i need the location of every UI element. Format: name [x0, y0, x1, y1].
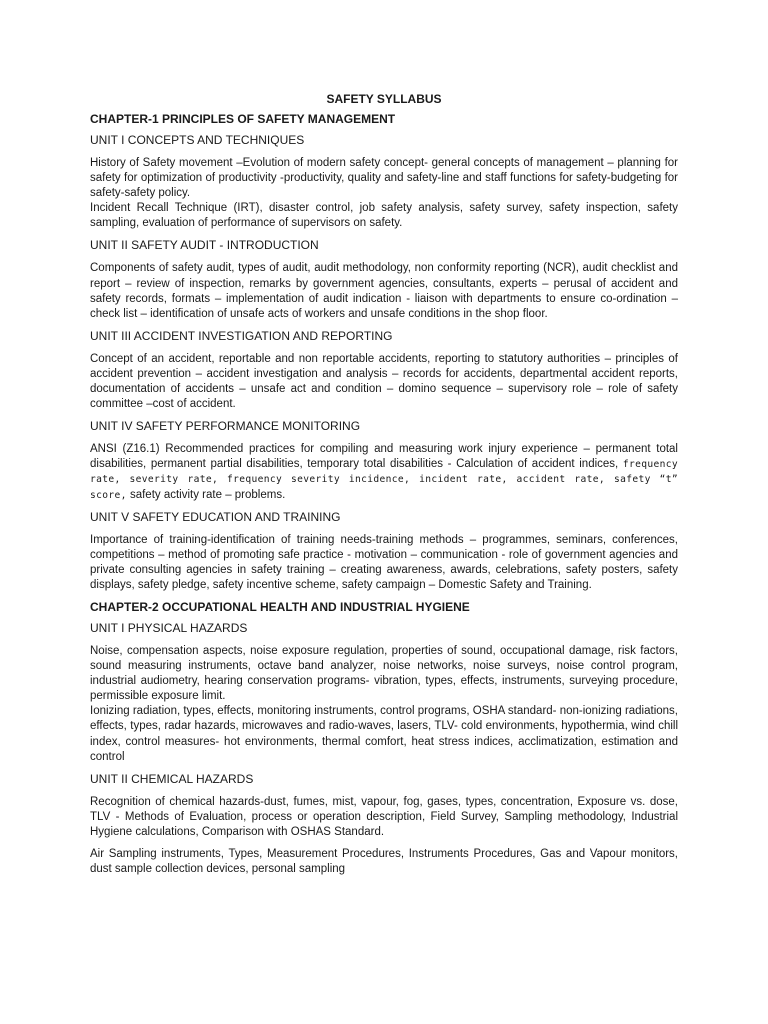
chapter-2-unit-1-heading: UNIT I PHYSICAL HAZARDS: [90, 620, 248, 635]
chapter-2-unit-2-paragraph-1: Recognition of chemical hazards-dust, fumes, mist, vapour, fog, gases, types, concentration, Exposure vs. dose, TLV - Methods of Evaluation, process or operation description, Field Survey, Sampling methodology, Industrial Hygiene calculations, Comparison with OSHAS Standard.: [90, 795, 678, 838]
chapter-1-unit-4-heading: UNIT IV SAFETY PERFORMANCE MONITORING: [90, 419, 361, 434]
chapter-2-unit-1-paragraph-1: Noise, compensation aspects, noise exposure regulation, properties of sound, occupational damage, risk factors, sound measuring instruments, octave band analyzer, noise networks, noise surveys, noise control program, industrial audiometry, hearing conservation programs- vibration, types, effects, instruments, surveying procedure, permissible exposure limit.: [90, 644, 678, 703]
chapter-1-unit-5-paragraph-1: Importance of training-identification of training needs-training methods – programmes, seminars, conferences, competitions – method of promoting safe practice - motivation – communication - role of government agencies and private consulting agencies in safety training – creating awareness, awards, celebrations, safety posters, safety displays, safety pledge, safety incentive scheme, safety campaign – Domestic Safety and Training.: [90, 533, 678, 591]
chapter-1-unit-1-heading: UNIT I CONCEPTS AND TECHNIQUES: [90, 133, 305, 147]
chapter-2-heading: CHAPTER-2 OCCUPATIONAL HEALTH AND INDUSTRIAL HYGIENE: [90, 599, 470, 614]
chapter-1-unit-1-paragraph-1: History of Safety movement –Evolution of modern safety concept- general concepts of management – planning for safety for optimization of productivity -productivity, quality and safety-line and staff functions for safety-budgeting for safety-safety policy.: [90, 157, 678, 200]
chapter-1-unit-2-paragraph-1: Components of safety audit, types of audit, audit methodology, non conformity reporting (NCR), audit checklist and report – review of inspection, remarks by government agencies, consultants, experts – perusal of accident and safety records, formats – implementation of audit indication - liaison with departments to ensure co-ordination – check list – identification of unsafe acts of workers and unsafe conditions in the shop floor.: [90, 262, 678, 320]
chapter-1-unit-1-paragraph-2: Incident Recall Technique (IRT), disaster control, job safety analysis, safety survey, safety inspection, safety sampling, evaluation of performance of supervisors on safety.: [90, 202, 678, 230]
chapter-2-unit-2-heading: UNIT II CHEMICAL HAZARDS: [90, 771, 254, 786]
chapter-1-unit-4-paragraph-1: [90, 442, 678, 502]
chapter-1-unit-5-heading: UNIT V SAFETY EDUCATION AND TRAINING: [90, 509, 341, 524]
unit-4-accident-indices-list: frequency rate, severity rate, frequency severity incidence, incident rate, accident rate, safety “t” score,: [90, 459, 679, 501]
chapter-1-unit-2-heading: UNIT II SAFETY AUDIT - INTRODUCTION: [90, 238, 319, 253]
chapter-2-unit-2-paragraph-2: Air Sampling instruments, Types, Measurement Procedures, Instruments Procedures, Gas and Vapour monitors, dust sample collection devices, personal sampling: [90, 848, 678, 876]
document-title: SAFETY SYLLABUS: [326, 92, 442, 106]
chapter-1-unit-3-paragraph-1: Concept of an accident, reportable and non reportable accidents, reporting to statutory authorities – principles of accident prevention – accident investigation and analysis – records for accidents, departmental accident reports, documentation of accidents – unsafe act and condition – domino sequence – supervisory role – role of safety committee –cost of accident.: [90, 352, 678, 411]
chapter-1-heading: CHAPTER-1 PRINCIPLES OF SAFETY MANAGEMENT: [90, 112, 396, 126]
chapter-1-unit-3-heading: UNIT III ACCIDENT INVESTIGATION AND REPORTING: [90, 328, 393, 343]
unit-4-text-part-c: safety activity rate – problems.: [129, 488, 286, 501]
unit-4-text-part-a: ANSI (Z16.1) Recommended practices for compiling and measuring work injury experience – permanent total disabilities, permanent partial disabilities, temporary total disabilities - Calculation of accident indices,: [90, 443, 678, 471]
chapter-2-unit-1-paragraph-2: Ionizing radiation, types, effects, monitoring instruments, control programs, OSHA standard- non-ionizing radiations, effects, types, radar hazards, microwaves and radio-waves, lasers, TLV- cold environments, hypothermia, wind chill index, control measures- hot environments, thermal comfort, heat stress indices, acclimatization, estimation and control: [90, 705, 678, 763]
